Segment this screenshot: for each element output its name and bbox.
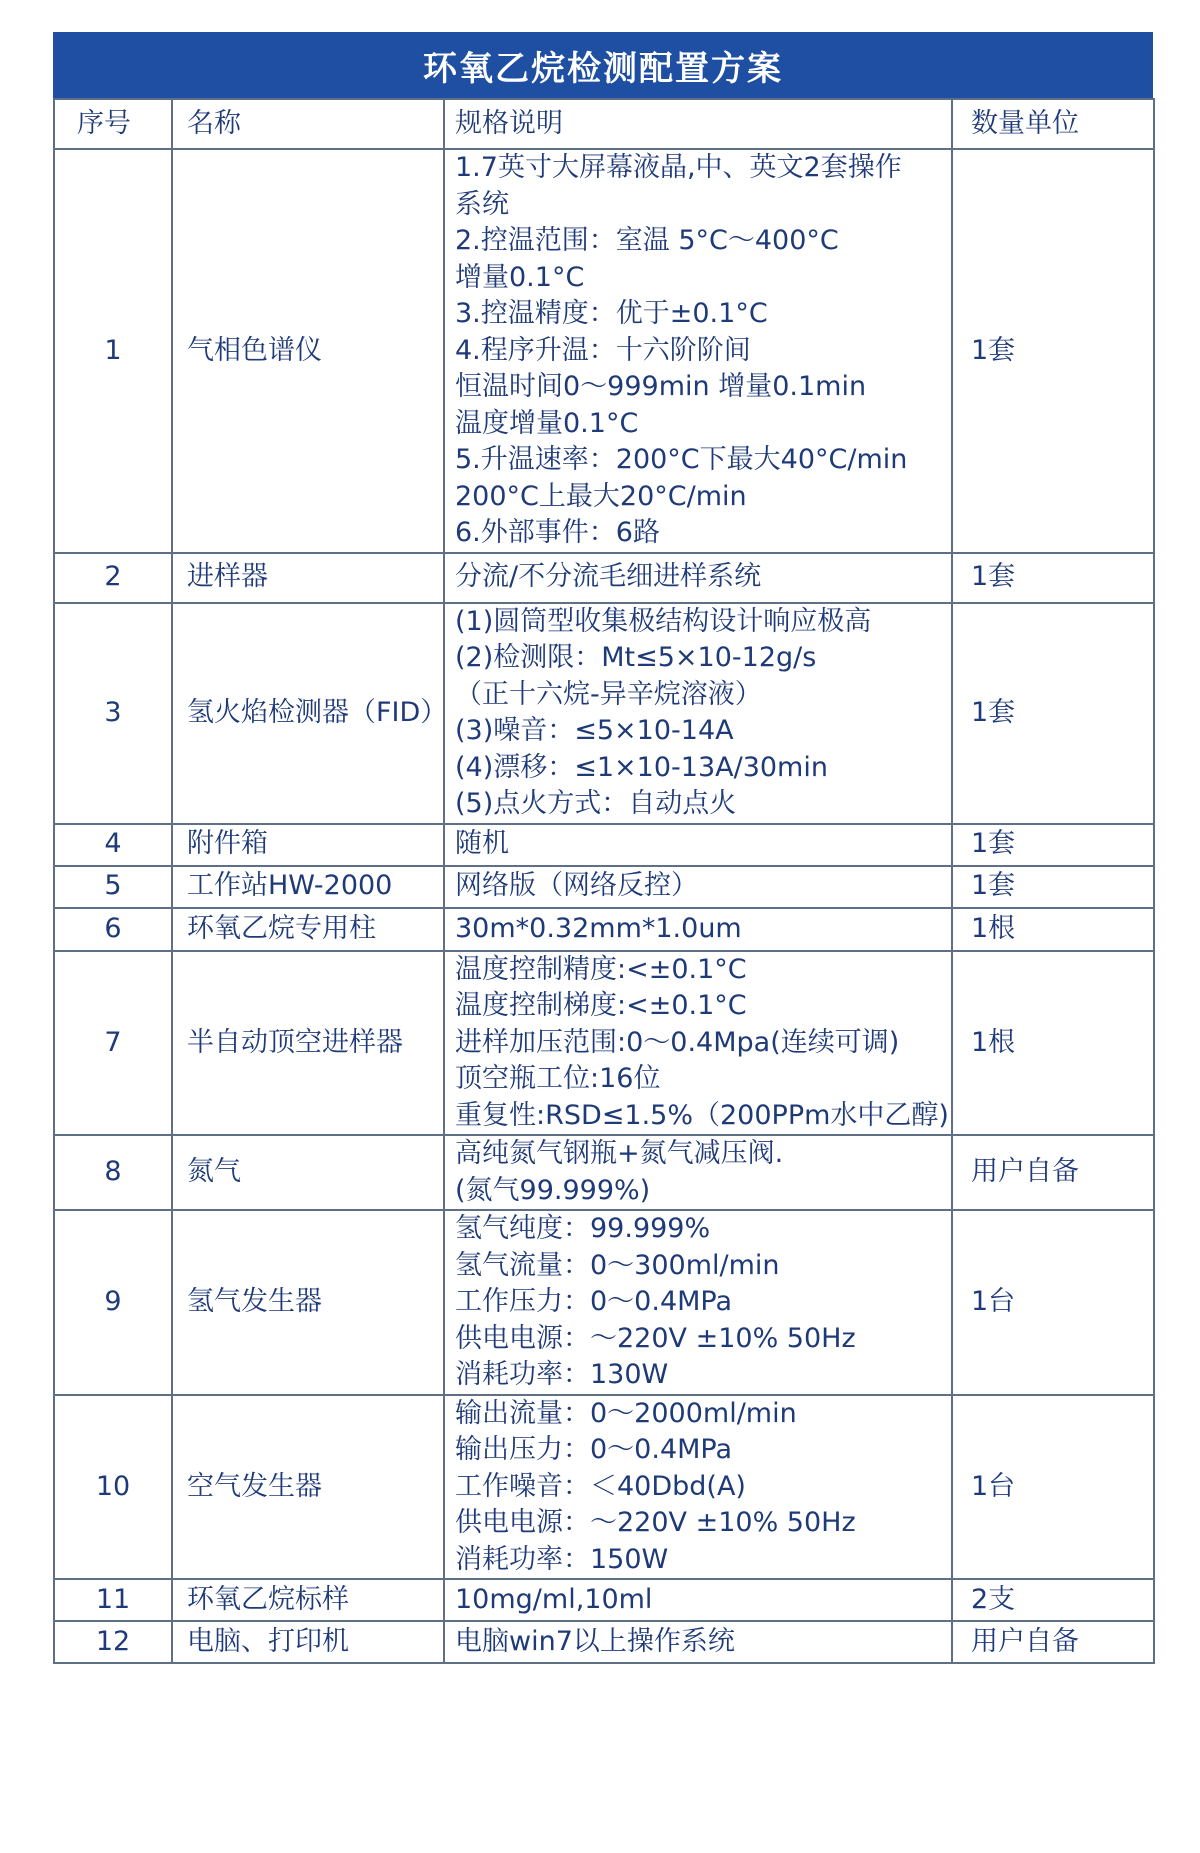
row-number: 6 (54, 908, 172, 951)
spec-line: 10mg/ml,10ml (455, 1583, 653, 1615)
row-number: 12 (54, 1621, 172, 1663)
spec-line: 顶空瓶工位:16位 (455, 1063, 661, 1094)
item-name: 氢火焰检测器（FID） (172, 603, 444, 824)
header-name: 名称 (172, 99, 444, 149)
spec-line: 6.外部事件：6路 (455, 517, 660, 548)
row-number: 10 (54, 1395, 172, 1580)
table-row (54, 1395, 1154, 1580)
item-spec (444, 603, 952, 824)
item-quantity: 1根 (952, 951, 1154, 1136)
spec-line: (1)圆筒型收集极结构设计响应极高 (455, 605, 872, 637)
spec-line: 4.程序升温：十六阶阶间 (455, 334, 751, 366)
spec-line: 3.控温精度：优于±0.1°C (455, 298, 768, 329)
spec-line: 5.升温速率：200°C下最大40°C/min (455, 444, 908, 475)
item-spec (444, 1395, 952, 1580)
spec-line: 氢气流量：0～300ml/min (455, 1249, 780, 1281)
spec-line: （正十六烷-异辛烷溶液） (455, 678, 762, 710)
item-name: 环氧乙烷标样 (172, 1579, 444, 1621)
spec-line: 氢气纯度：99.999% (455, 1213, 711, 1244)
row-number: 8 (54, 1135, 172, 1210)
item-quantity: 1套 (952, 866, 1154, 908)
table-row (54, 149, 1154, 553)
item-name: 进样器 (172, 553, 444, 603)
row-number: 11 (54, 1579, 172, 1621)
item-name: 半自动顶空进样器 (172, 951, 444, 1136)
spec-line: 工作噪音：＜40Dbd(A) (455, 1470, 746, 1502)
row-number: 3 (54, 603, 172, 824)
spec-line: 输出压力：0～0.4MPa (455, 1434, 733, 1465)
spec-line: 进样加压范围:0～0.4Mpa(连续可调) (455, 1026, 900, 1058)
item-quantity: 用户自备 (952, 1135, 1154, 1210)
item-spec (444, 1579, 952, 1621)
item-quantity: 1套 (952, 149, 1154, 553)
item-spec (444, 824, 952, 866)
spec-line: 网络版（网络反控） (455, 870, 698, 902)
item-name: 工作站HW-2000 (172, 866, 444, 908)
table-row (54, 1579, 1154, 1621)
item-quantity: 1套 (952, 824, 1154, 866)
item-name: 氮气 (172, 1135, 444, 1210)
table-row (54, 1210, 1154, 1395)
spec-line: 温度控制精度:<±0.1°C (455, 953, 747, 985)
item-spec (444, 1210, 952, 1395)
item-quantity: 1套 (952, 603, 1154, 824)
spec-line: 随机 (455, 828, 509, 860)
item-name: 附件箱 (172, 824, 444, 866)
spec-line: 供电电源：～220V ±10% 50Hz (455, 1507, 856, 1538)
item-spec (444, 1621, 952, 1663)
table-row (54, 951, 1154, 1136)
item-name: 环氧乙烷专用柱 (172, 908, 444, 951)
item-spec (444, 951, 952, 1136)
table-body (54, 149, 1154, 1663)
spec-line: 工作压力：0～0.4MPa (455, 1286, 733, 1317)
spec-line: 输出流量：0～2000ml/min (455, 1397, 797, 1429)
config-sheet (53, 32, 1153, 1664)
item-name: 氢气发生器 (172, 1210, 444, 1395)
header-spec: 规格说明 (444, 99, 952, 149)
table-row (54, 908, 1154, 951)
spec-line: 消耗功率：150W (455, 1543, 669, 1575)
spec-line: (2)检测限：Mt≤5×10-12g/s (455, 642, 817, 673)
table-row (54, 1621, 1154, 1663)
table-row (54, 1135, 1154, 1210)
item-quantity: 1根 (952, 908, 1154, 951)
table-row (54, 553, 1154, 603)
header-row (54, 99, 1154, 149)
item-spec (444, 908, 952, 951)
config-table (53, 98, 1155, 1664)
spec-line: (5)点火方式：自动点火 (455, 788, 737, 819)
item-name: 空气发生器 (172, 1395, 444, 1580)
spec-line: (氮气99.999%) (455, 1174, 651, 1206)
row-number: 4 (54, 824, 172, 866)
spec-line: 恒温时间0～999min 增量0.1min (455, 371, 867, 402)
item-spec (444, 866, 952, 908)
row-number: 7 (54, 951, 172, 1136)
spec-line: 消耗功率：130W (455, 1359, 669, 1390)
item-quantity: 1台 (952, 1395, 1154, 1580)
spec-line: (4)漂移：≤1×10-13A/30min (455, 751, 828, 783)
row-number: 5 (54, 866, 172, 908)
table-row (54, 866, 1154, 908)
spec-line: 重复性:RSD≤1.5%（200PPm水中乙醇) (455, 1099, 949, 1131)
spec-line: 高纯氮气钢瓶+氮气减压阀. (455, 1138, 784, 1169)
spec-line: 分流/不分流毛细进样系统 (455, 561, 762, 593)
table-title: 环氧乙烷检测配置方案 (53, 32, 1153, 98)
row-number: 2 (54, 553, 172, 603)
row-number: 9 (54, 1210, 172, 1395)
item-spec (444, 149, 952, 553)
row-number: 1 (54, 149, 172, 553)
header-qty: 数量单位 (952, 99, 1154, 149)
spec-line: 增量0.1°C (455, 261, 585, 293)
spec-line: 温度控制梯度:<±0.1°C (455, 990, 747, 1021)
item-quantity: 2支 (952, 1579, 1154, 1621)
item-quantity: 1套 (952, 553, 1154, 603)
header-no: 序号 (54, 99, 172, 149)
spec-line: 30m*0.32mm*1.0um (455, 912, 742, 944)
table-row (54, 603, 1154, 824)
spec-line: 温度增量0.1°C (455, 407, 639, 439)
spec-line: 供电电源：～220V ±10% 50Hz (455, 1322, 856, 1354)
item-quantity: 用户自备 (952, 1621, 1154, 1663)
table-row (54, 824, 1154, 866)
item-quantity: 1台 (952, 1210, 1154, 1395)
item-name: 气相色谱仪 (172, 149, 444, 553)
spec-line: 200°C上最大20°C/min (455, 480, 747, 512)
item-spec (444, 1135, 952, 1210)
spec-line: (3)噪音：≤5×10-14A (455, 715, 734, 746)
spec-line: 电脑win7以上操作系统 (455, 1625, 735, 1657)
item-spec (444, 553, 952, 603)
spec-line: 系统 (455, 188, 509, 220)
item-name: 电脑、打印机 (172, 1621, 444, 1663)
spec-line: 2.控温范围：室温 5°C～400°C (455, 225, 839, 256)
spec-line: 1.7英寸大屏幕液晶,中、英文2套操作 (455, 152, 902, 183)
